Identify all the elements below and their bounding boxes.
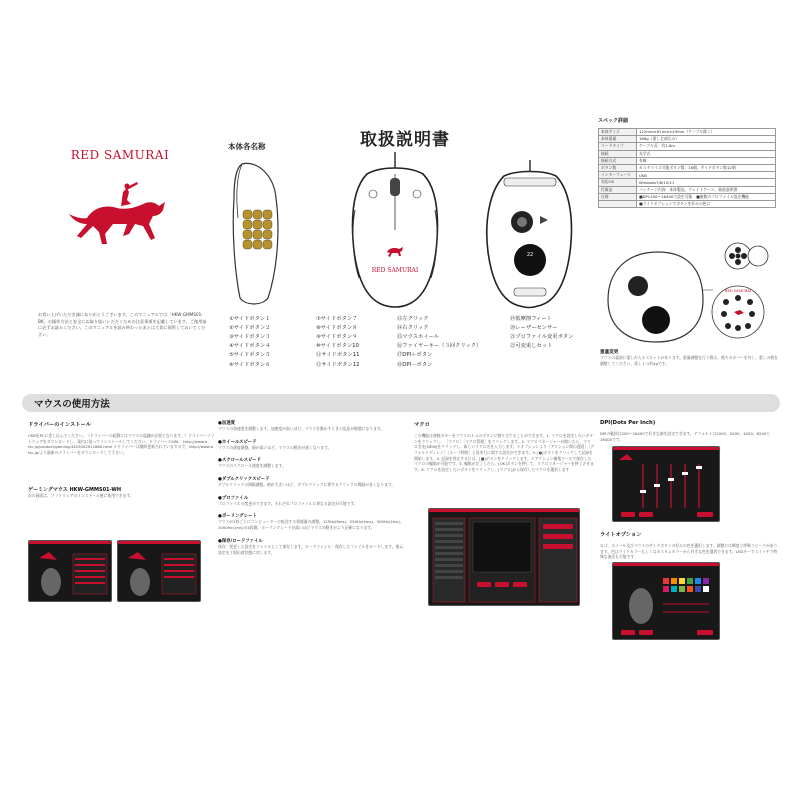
table-row [599, 157, 776, 164]
driver-text: USBをPCに差し込んでください。（ドライバーの起動にはマウスの認識が必要となります。）ドライバーソフトウェアをダウンロードし、案内に従ってインストールしてください。ドライバーのURL：http://www.e-fsc.jp/product/gaming/4403002911880.html ＊ドライバーは随時更新されていますので、http://www.e-fsc.jp/より最新のドライバーをダウンロードして下さい。 [28, 433, 215, 456]
dpi-title: DPI(Dots Per Inch) [600, 420, 656, 426]
part-item: ⑦サイドボタン７ [316, 316, 358, 322]
samurai-horse-logo [60, 178, 180, 254]
light-text: ロゴ、ホイール及びマウスのサイドボタンの好みの色を選択します。調整には輝度と呼吸スピードがあります。色はライトカラーもしくはカスタムカラーから好きな色を選択できます。LEDキーでスイッチで特殊な演出も可能です [600, 543, 778, 560]
spec-key: コードタイプ [599, 143, 637, 150]
function-text: マウスの速度調整。値が高いほど、マウスの動きが速くなります。 [218, 444, 332, 450]
part-item: ③サイドボタン３ [229, 334, 271, 341]
parts-list-4 [510, 315, 573, 351]
part-item: ㉒可変重しセット [510, 343, 553, 350]
driver-title: ドライバーのインストール [28, 422, 92, 428]
macro-title: マクロ [414, 422, 430, 428]
part-item: ②サイドボタン２ [229, 325, 271, 332]
spec-table [598, 128, 776, 208]
brand-name: RED SAMURAI [70, 148, 170, 162]
macro-screenshot [428, 508, 580, 606]
macro-text: この機能は複数のキーをマウスの１つのボタンに割り当てることができます。1. マクロを設定したいボタンをクリックし、［マクロ］［マクロ管理］をクリックします。2. マクロマネージャーが開いたら、マクロ名を[NEW]をクリックし、新しいマクロ名を入力します。＊オプションより［アクション間の遅延］［デフォルトディレイ］［ループ時間］と再実行に関する設定ができます。3. [●]ボタンをクリックして記録を開始します。4. 記録を停止するには、[■]ボタンをクリックします。＊アクション編集ツールで保存したマクロの編集が可能です。5. 編集が完了したら、[OK]ボタンを押して、マクロマネージャーを終了させます。6. マクロを設定したいボタンをクリックし、[マクロ]から保存したマクロを選択します [414, 433, 594, 473]
spec-key: 接続 [599, 150, 637, 157]
part-item: ㉑プロファイル変更ボタン [510, 334, 574, 341]
macro-section [414, 420, 594, 473]
spec-value: 122mm×81mm×43mm（ケーブル除く） [637, 129, 776, 136]
weight-title: 重量変更 [600, 350, 619, 355]
spec-key: ボタン数 [599, 164, 637, 171]
light-section [600, 530, 778, 560]
manual-title: 取扱説明書 [360, 130, 450, 150]
usage-banner [22, 394, 780, 412]
weight-mat-label: RED SAMURAI [724, 289, 752, 293]
mouse-brand-label: RED SAMURAI [371, 267, 419, 274]
intro-text: お買い上げいただき誠にありがとうございます。このマニュアルでは「HKW-GMMS01-BK」の操作方法と安全にお取り扱いいただくための注意事項を記載しています。ご使用前に必ずお読みください。このマニュアルを読み終わったあとは大切に保管しておいてください。 [38, 312, 207, 337]
function-title: ●スクロールスピード [218, 458, 261, 464]
function-title: ●保存/ロードファイル [218, 538, 263, 544]
light-screenshot [612, 562, 720, 640]
parts-title: 本体各名称 [228, 142, 266, 151]
spec-value: ■DPI:200～16400で設定可能 ■複数のプロファイル設定機能 [637, 193, 776, 200]
spec-value: 有線 [637, 157, 776, 164]
spec-value: ■ライトオプションでボタンを好みの色に [637, 200, 776, 207]
table-row [599, 172, 776, 179]
spec-value: パッケージ内容：本体製品、ウェイトケース、取扱説明書 [637, 186, 776, 193]
weight-section [600, 349, 778, 366]
function-title: ●加速度 [218, 421, 236, 426]
spec-value: 光学式 [637, 150, 776, 157]
spec-value: カスタマイズ可能ボタン数：16個、サイドボタン数12個 [637, 164, 776, 171]
part-item: ⑪サイドボタン11 [316, 352, 360, 359]
dpi-text: DPIの範囲は200～16400で好きな値を設定できます。デフォルトは1000、2000、4000、8200と16400です。 [600, 431, 771, 442]
driver-screenshot-2 [117, 540, 201, 602]
parts-list-1 [229, 315, 270, 370]
spec-value: Windows7/8/10/11 [637, 179, 776, 186]
table-row [599, 150, 776, 157]
function-text: マウスの加速度を調整します。加速度が高いほど、マウスを動かすときの反応が敏感になります。 [218, 426, 385, 431]
spec-key: 本体重量 [599, 136, 637, 143]
part-item: ⑱DPI－ボタン [397, 361, 433, 368]
light-title: ライトオプション [600, 532, 642, 538]
function-text: 保存：変更した設定をファイルとして保存します。ロードファイル：保存したファイルをロードします。復元：設定を工場出荷状態に戻します。 [218, 543, 407, 555]
part-item: ⑬左クリック [397, 316, 429, 322]
part-item: ④サイドボタン４ [229, 343, 271, 350]
part-item: ⑮マウスホイール [397, 334, 440, 341]
weight-text: マウスの裏面に重しが入るスロットがあります。重量調整を行う際は、後ろのカバーを外し、重しの数を調整してください。重し１つ約4gです。 [600, 355, 778, 366]
function-text: ダブルクリックの間隔調整。値が大きいほど、ダブルクリックに要するクリックの間隔が長くなります。 [218, 482, 396, 488]
parts-list-3 [397, 315, 481, 370]
table-row [599, 186, 776, 193]
part-item: ⑨サイドボタン９ [316, 334, 358, 341]
part-item: ⑤サイドボタン５ [229, 352, 271, 359]
driver-screenshot-1 [28, 540, 112, 602]
usage-title: マウスの使用方法 [34, 399, 110, 410]
part-item: ⑫サイドボタン12 [316, 361, 360, 368]
function-title: ●プロファイル [218, 495, 249, 501]
spec-key: 付属品 [599, 186, 637, 193]
spec-key: 本体サイズ [599, 129, 637, 136]
spec-key: 仕様 [599, 193, 637, 200]
spec-key: 対応OS [599, 179, 637, 186]
table-row [599, 164, 776, 171]
function-title: ●ポーリングレート [218, 514, 257, 520]
spec-title: スペック詳細 [598, 118, 629, 124]
dpi-section [600, 420, 778, 442]
spec-key: 接続方式 [599, 157, 637, 164]
part-item: ⑳レーザーセンサー [510, 325, 558, 332]
part-item: ⑭右クリック [397, 325, 429, 332]
bottom-number: 22 [526, 252, 534, 258]
part-item: ⑯ファイヤーキー（３回クリック） [397, 343, 482, 350]
mouse-bottom-view [480, 160, 580, 314]
part-item: ①サイドボタン１ [229, 316, 271, 322]
table-row [599, 136, 776, 143]
brand-block [60, 148, 180, 254]
table-row [599, 143, 776, 150]
mouse-side-view [228, 158, 288, 312]
dpi-screenshot [612, 446, 720, 522]
driver-section [28, 420, 218, 498]
spec-value: 168g（重し全部込み） [637, 136, 776, 143]
spec-key [599, 200, 637, 207]
function-text: プロファイルの変更ができます。それぞれプロファイルに異なる設定が可能です。 [218, 500, 358, 506]
function-text: マウスが1秒ごとにコンピューターに転送する情報量の調整。125Hz(8ms)、250Hz(4ms)、500Hz(2ms)、1000Hz(1ms)の4段階。ポーリングレートが高いほどマウスの動きがより正確になります。 [218, 519, 404, 531]
part-item: ⑥サイドボタン６ [229, 361, 271, 368]
weight-illustration [598, 240, 778, 349]
table-row [599, 129, 776, 136]
product-title: ゲーミングマウス HKW-GMMS01-WH [28, 486, 122, 493]
product-text: 次の画面は、ソフトウェアのインストール後に使用できます。 [28, 492, 134, 498]
spec-section [598, 117, 778, 208]
part-item: ⑩サイドボタン10 [316, 343, 359, 350]
part-item: ⑰DPI＋ボタン [397, 352, 433, 359]
function-title: ●ホイールスピード [218, 439, 257, 445]
part-item: ⑧サイドボタン８ [316, 325, 358, 332]
table-row [599, 193, 776, 200]
function-text: マウスのスクロール速度を調整します。 [218, 463, 286, 469]
table-row [599, 179, 776, 186]
spec-value: USB [637, 172, 776, 179]
function-title: ●ダブルクリックスピード [218, 477, 270, 483]
spec-value: ケーブル長：約1.8m [637, 143, 776, 150]
table-row [599, 200, 776, 207]
parts-list-2 [316, 315, 359, 370]
functions-section [218, 420, 408, 555]
mouse-top-view [345, 150, 445, 314]
part-item: ⑲低摩擦フィート [510, 316, 552, 322]
spec-key: インターフェース [599, 172, 637, 179]
